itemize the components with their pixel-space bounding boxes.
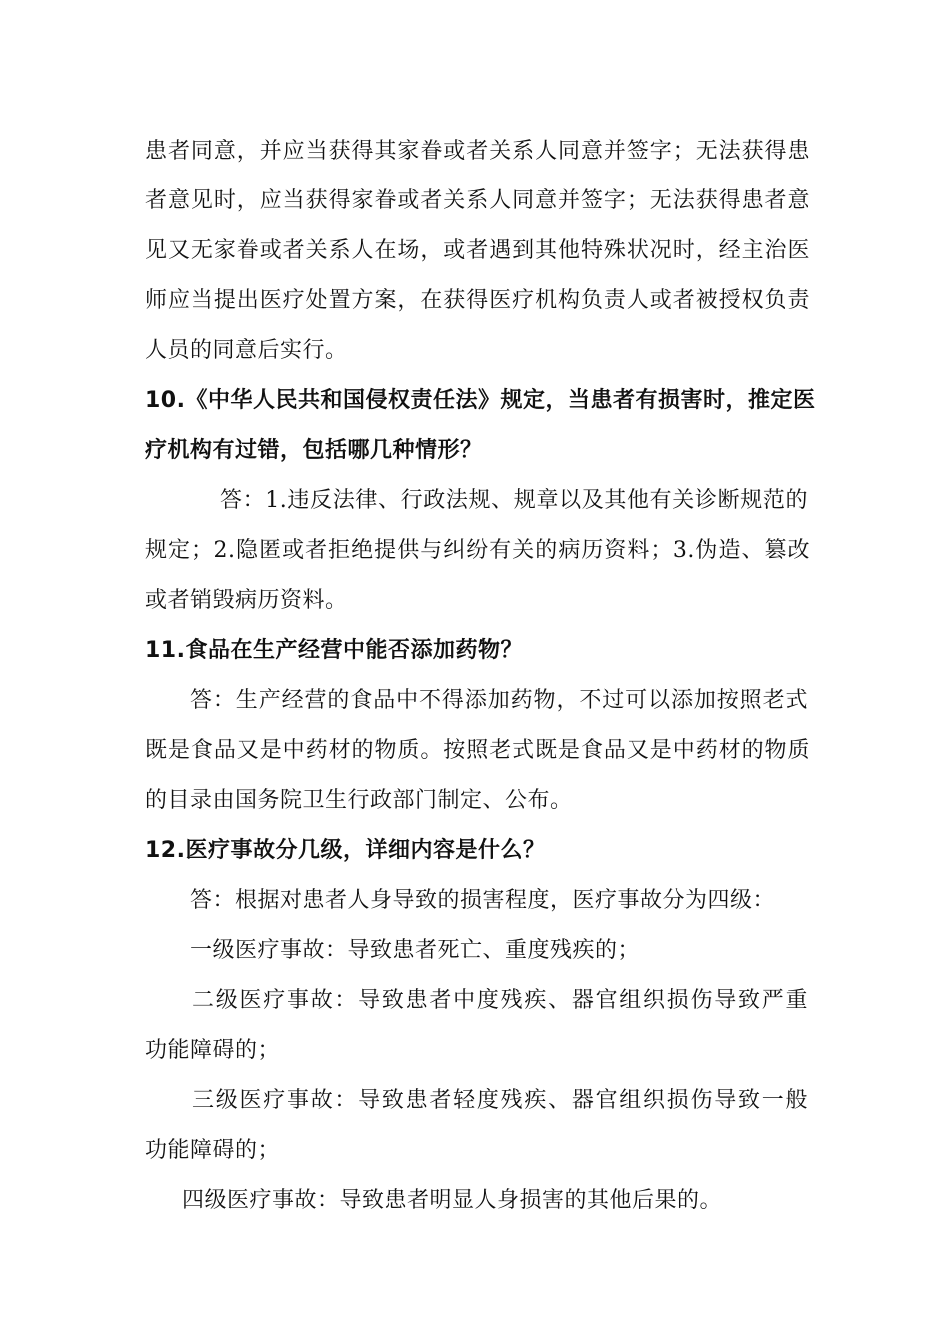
question-heading: 疗机构有过错，包括哪几种情形？ <box>145 438 483 463</box>
body-text-line: 者意见时，应当获得家眷或者关系人同意并签字；无法获得患者意 <box>145 188 810 213</box>
answer-text-line: 规定；2.隐匿或者拒绝提供与纠纷有关的病历资料；3.伪造、篡改 <box>145 538 810 563</box>
question-heading: 10.《中华人民共和国侵权责任法》规定，当患者有损害时，推定医 <box>145 388 816 413</box>
body-text-line: 患者同意，并应当获得其家眷或者关系人同意并签字；无法获得患 <box>145 139 810 164</box>
answer-text-line: 功能障碍的； <box>145 1038 281 1063</box>
answer-text-line: 三级医疗事故：导致患者轻度残疾、器官组织损伤导致一般 <box>192 1088 808 1113</box>
body-text-line: 见又无家眷或者关系人在场，或者遇到其他特殊状况时，经主治医 <box>145 238 810 263</box>
question-heading: 12.医疗事故分几级，详细内容是什么？ <box>145 838 546 863</box>
answer-text-line: 四级医疗事故：导致患者明显人身损害的其他后果的。 <box>182 1188 723 1213</box>
answer-text-line: 功能障碍的； <box>145 1138 281 1163</box>
answer-text-line: 一级医疗事故：导致患者死亡、重度残疾的； <box>190 938 641 963</box>
answer-text-line: 二级医疗事故：导致患者中度残疾、器官组织损伤导致严重 <box>192 988 808 1013</box>
body-text-line: 人员的同意后实行。 <box>145 338 348 363</box>
answer-text-line: 答：生产经营的食品中不得添加药物，不过可以添加按照老式 <box>190 688 808 713</box>
answer-text-line: 的目录由国务院卫生行政部门制定、公布。 <box>145 788 573 813</box>
body-text-line: 师应当提出医疗处置方案，在获得医疗机构负责人或者被授权负责 <box>145 288 810 313</box>
answer-text-line: 或者销毁病历资料。 <box>145 588 348 613</box>
question-heading: 11.食品在生产经营中能否添加药物？ <box>145 638 523 663</box>
answer-text-line: 答：根据对患者人身导致的损害程度，医疗事故分为四级： <box>190 888 776 913</box>
answer-text-line: 答：1.违反法律、行政法规、规章以及其他有关诊断规范的 <box>220 488 808 513</box>
answer-text-line: 既是食品又是中药材的物质。按照老式既是食品又是中药材的物质 <box>145 738 810 763</box>
